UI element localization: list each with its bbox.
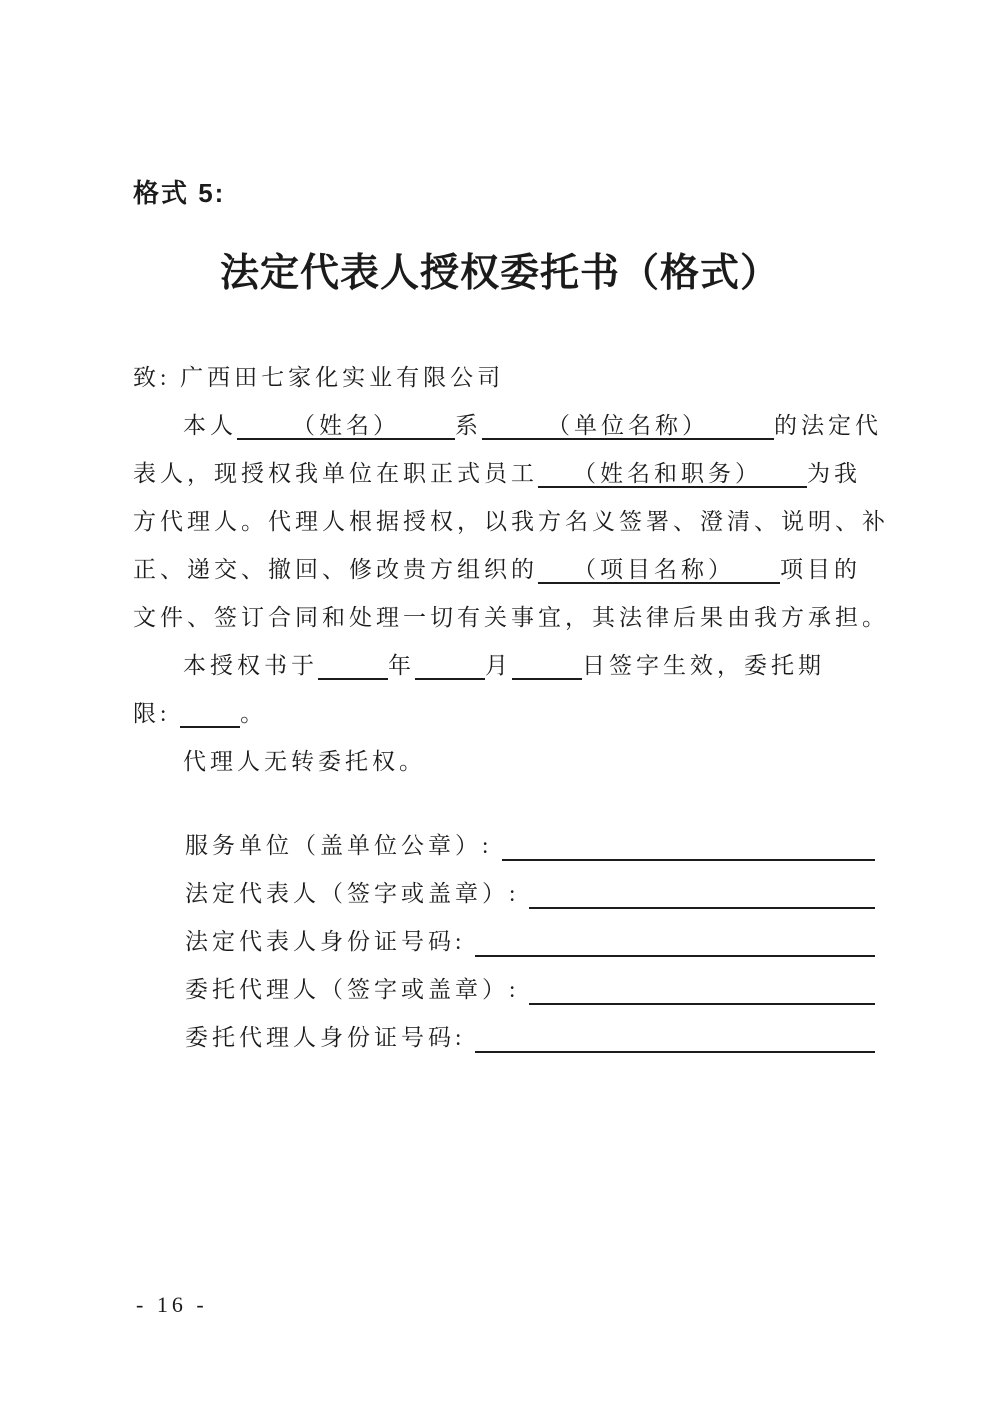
fill-in-blank-project	[538, 557, 780, 584]
body-text: 正、递交、撤回、修改贵方组织的	[133, 557, 538, 582]
body-line-6	[133, 594, 889, 642]
signature-label: 服务单位（盖单位公章）:	[185, 833, 503, 858]
signature-blank-line	[529, 870, 875, 909]
body-text: 项目的	[780, 557, 861, 582]
signature-blank-line	[475, 918, 875, 957]
body-text: 代理人无转委托权。	[183, 749, 426, 774]
signature-row-agent-sign	[185, 966, 875, 1014]
body-text: 月	[485, 653, 512, 678]
document-body	[133, 354, 889, 786]
body-text: 方代理人。代理人根据授权，以我方名义签署、澄清、说明、补	[133, 509, 889, 534]
fill-in-blank-agent	[538, 461, 807, 488]
document-title: 法定代表人授权委托书（格式）	[219, 252, 780, 295]
fill-in-blank-year	[318, 653, 388, 680]
signature-label: 法定代表人身份证号码:	[185, 929, 476, 954]
fill-in-blank-day	[512, 653, 582, 680]
recipient-line	[133, 354, 875, 402]
recipient-company: 广西田七家化实业有限公司	[180, 365, 505, 390]
format-label: 格式 5:	[133, 178, 226, 208]
blank-placeholder-agent: （姓名和职务）	[573, 461, 762, 486]
body-line-2	[133, 402, 882, 450]
body-text: 日签字生效，委托期	[582, 653, 825, 678]
signature-blank-line	[475, 1014, 875, 1053]
body-text: 本授权书于	[183, 653, 318, 678]
body-text: 文件、签订合同和处理一切有关事宜，其法律后果由我方承担。	[133, 605, 889, 630]
signature-blank-line	[502, 822, 875, 861]
signature-row-unit-seal	[185, 822, 875, 870]
signature-row-agent-id	[185, 1014, 875, 1062]
recipient-prefix: 致:	[133, 365, 181, 390]
signature-label: 委托代理人身份证号码:	[185, 1025, 476, 1050]
signature-blank-line	[529, 966, 875, 1005]
signature-block	[185, 822, 875, 1062]
body-line-5	[133, 546, 875, 594]
page-number: - 16 -	[136, 1292, 208, 1317]
body-line-7	[133, 642, 875, 690]
signature-row-legal-rep-id	[185, 918, 875, 966]
signature-label: 委托代理人（签字或盖章）:	[185, 977, 530, 1002]
body-text: 。	[240, 701, 268, 726]
signature-label: 法定代表人（签字或盖章）:	[185, 881, 530, 906]
body-line-3	[133, 450, 875, 498]
fill-in-blank-name	[237, 413, 455, 440]
body-line-9	[133, 738, 875, 786]
body-text: 限:	[133, 701, 181, 726]
signature-row-legal-rep-sign	[185, 870, 875, 918]
fill-in-blank-month	[415, 653, 485, 680]
body-line-4	[133, 498, 889, 546]
body-text: 表人，现授权我单位在职正式员工	[133, 461, 538, 486]
fill-in-blank-term	[180, 701, 240, 728]
body-text: 为我	[807, 461, 861, 486]
body-text: 本人	[183, 413, 237, 438]
blank-placeholder-project: （项目名称）	[573, 557, 735, 582]
body-text: 系	[455, 413, 482, 438]
blank-placeholder-name: （姓名）	[292, 413, 400, 438]
fill-in-blank-unit	[482, 413, 774, 440]
body-line-8	[133, 690, 875, 738]
blank-placeholder-unit: （单位名称）	[547, 413, 709, 438]
body-text: 年	[388, 653, 415, 678]
body-text: 的法定代	[774, 413, 882, 438]
